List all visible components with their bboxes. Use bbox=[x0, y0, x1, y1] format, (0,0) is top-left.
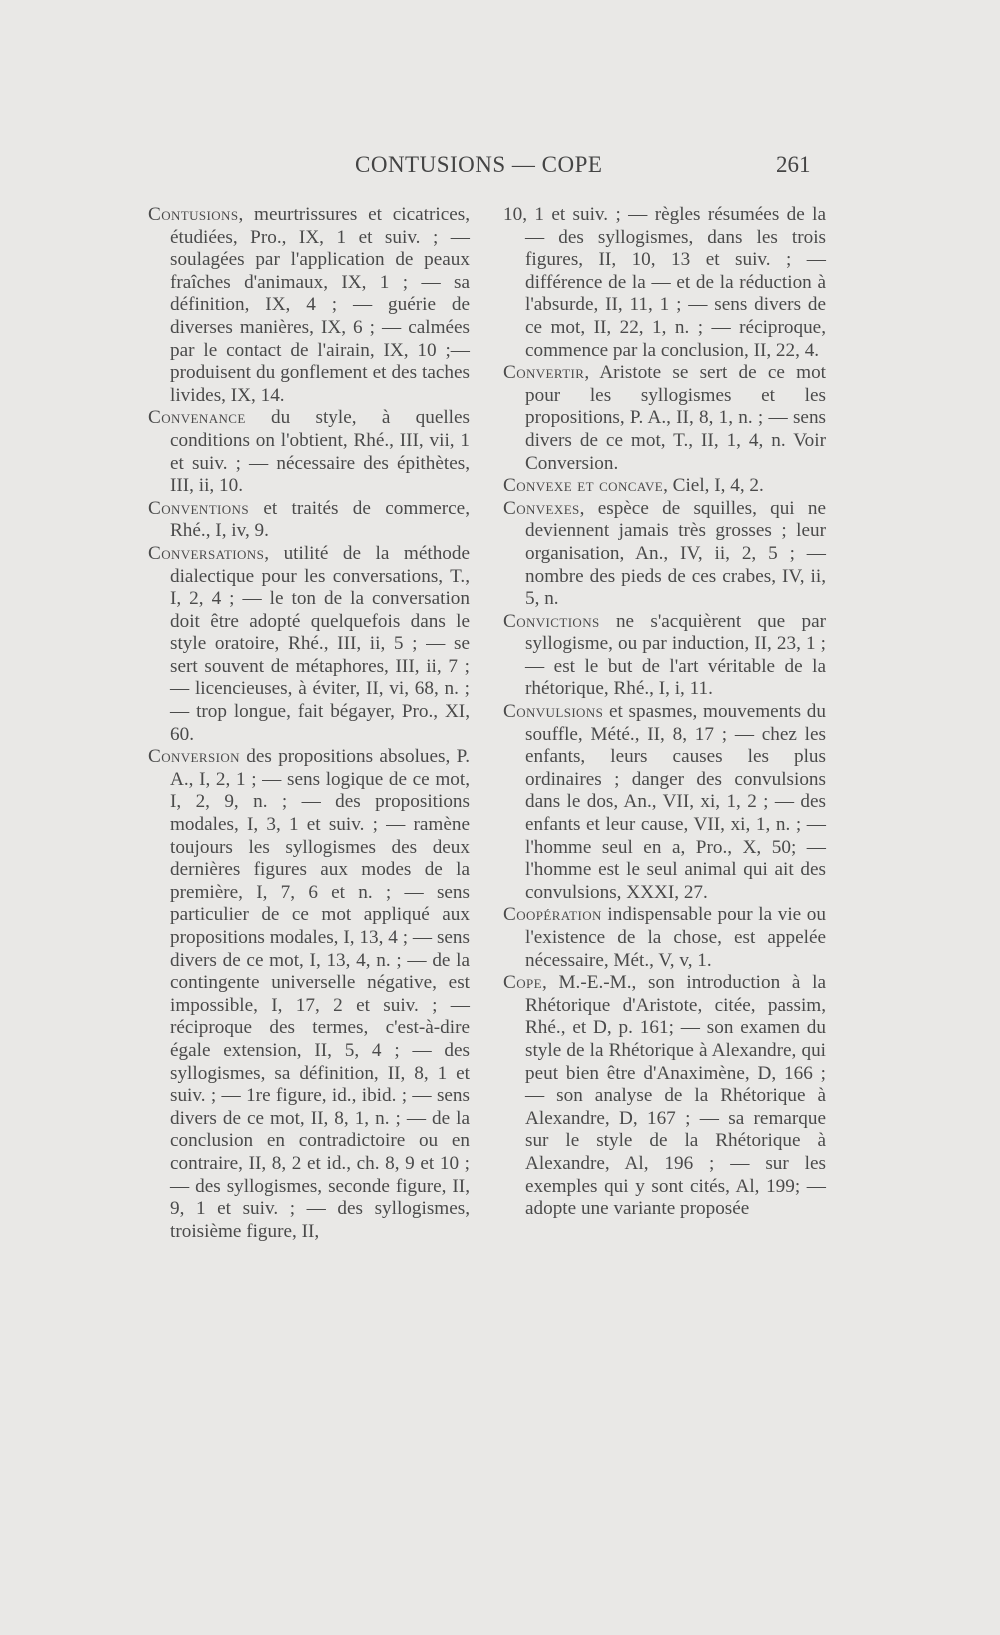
page-number: 261 bbox=[776, 152, 811, 177]
entry-text: , meurtrissures et cicatrices, étudiées, Pro., IX, 1 et suiv. ; — soulagées par l'application de peaux fraîches d'animaux, IX, 1 ; — sa définition, IX, 4 ; — guérie de diverses manières, IX, 6 ; — calmées par le contact de l'airain, IX, 10 ;— produisent du gonflement et des taches livides, IX, 14. bbox=[170, 204, 470, 406]
index-entry bbox=[503, 611, 826, 701]
index-entry bbox=[503, 475, 826, 498]
entry-term: Convictions bbox=[503, 610, 600, 632]
entry-term: Convexe et concave bbox=[503, 475, 664, 497]
entry-text: des propositions absolues, P. A., I, 2, 1 ; — sens logique de ce mot, I, 2, 9, n. ; — des propositions modales, I, 3, 1 et suiv. ; — ramène toujours les syllogismes des deux dernières figures aux modes de la première, I, 7, 6 et n. ; — sens particulier de ce mot appliqué aux propositions modales, I, 13, 4 ; — sens divers de ce mot, I, 13, 4, n. ; — de la contingente universelle négative, est impossible, I, 17, 2 et suiv. ; — réciproque des termes, c'est-à-dire égale extension, II, 5, 4 ; — des syllogismes, sa définition, II, 8, 1 et suiv. ; — 1re figure, id., ibid. ; — sens divers de ce mot, II, 8, 1, n. ; — de la conclusion en contradictoire ou en contraire, II, 8, 2 et id., ch. 8, 9 et 10 ; — des syllogismes, seconde figure, II, 9, 1 et suiv. ; — des syllogismes, troisième figure, II, bbox=[170, 746, 470, 1242]
entry-term: Conversations bbox=[148, 542, 265, 564]
entry-text: 10, 1 et suiv. ; — règles résumées de la — des syllogismes, dans les trois figures, II, 10, 13 et suiv. ; — différence de la — et de la réduction à l'absurde, II, 11, 1 ; — sens divers de ce mot, II, 22, 1, n. ; — réciproque, commence par la conclusion, II, 22, 4. bbox=[503, 204, 826, 361]
entry-term: Coopération bbox=[503, 904, 602, 926]
index-column-left bbox=[148, 204, 470, 1243]
index-entry bbox=[503, 972, 826, 1221]
entry-term: Convenance bbox=[148, 407, 246, 429]
index-entry bbox=[503, 904, 826, 972]
entry-text: et spasmes, mouvements du souffle, Mété., II, 8, 17 ; — chez les enfants, leurs causes les plus ordinaires ; danger des convulsions dans le dos, An., VII, xi, 1, 2 ; — des enfants et leur cause, VII, xi, 1, n. ; — l'homme seul en a, Pro., X, 50; — l'homme est le seul animal qui ait des convulsions, XXXI, 27. bbox=[525, 701, 826, 903]
index-column-right bbox=[503, 204, 826, 1221]
index-entry bbox=[503, 701, 826, 904]
index-entry-continued bbox=[503, 204, 826, 362]
index-entry bbox=[148, 204, 470, 407]
entry-term: Conventions bbox=[148, 497, 249, 519]
entry-term: Convexes bbox=[503, 497, 580, 519]
entry-text: , M.-E.-M., son introduction à la Rhétorique d'Aristote, citée, passim, Rhé., et D, p. 161; — son examen du style de la Rhétorique à Alexandre, qui peut bien être d'Anaximène, D, 166 ; — son analyse de la Rhétorique à Alexandre, D, 167 ; — sa remarque sur le style de la Rhétorique à Alexandre, Al, 196 ; — sur les exemples qui y sont cités, Al, 199; — adopte une variante proposée bbox=[525, 972, 826, 1220]
entry-term: Convulsions bbox=[503, 701, 604, 723]
entry-term: Contusions bbox=[148, 204, 239, 225]
index-entry bbox=[503, 498, 826, 611]
entry-text: , utilité de la méthode dialectique pour les conversations, T., I, 2, 4 ; — le ton de la conversation doit être adopté quelquefois dans le style oratoire, Rhé., III, ii, 5 ; — se sert souvent de métaphores, III, ii, 7 ; — licencieuses, à éviter, II, vi, 68, n. ; — trop longue, fait bégayer, Pro., XI, 60. bbox=[170, 542, 470, 745]
entry-text: , espèce de squilles, qui ne deviennent jamais très grosses ; leur organisation, An., IV, ii, 2, 5 ; — nombre des pieds de ces crabes, IV, ii, 5, n. bbox=[525, 497, 826, 610]
entry-text: du style, à quelles conditions on l'obtient, Rhé., III, vii, 1 et suiv. ; — nécessaire des épithètes, III, ii, 10. bbox=[170, 407, 470, 497]
entry-term: Convertir bbox=[503, 362, 585, 384]
index-entry bbox=[148, 746, 470, 1243]
running-head: CONTUSIONS — COPE bbox=[355, 152, 603, 177]
page-header bbox=[0, 152, 1000, 186]
entry-term: Cope bbox=[503, 972, 542, 994]
entry-text: ne s'acquièrent que par syllogisme, ou par induction, II, 23, 1 ; — est le but de l'art véritable de la rhétorique, Rhé., I, i, 11. bbox=[525, 610, 826, 700]
entry-text: et traités de commerce, Rhé., I, iv, 9. bbox=[170, 497, 470, 542]
index-entry bbox=[148, 498, 470, 543]
entry-text: , Aristote se sert de ce mot pour les syllogismes et les propositions, P. A., II, 8, 1, n. ; — sens divers de ce mot, T., II, 1, 4, n. Voir Conversion. bbox=[525, 362, 826, 474]
index-entry bbox=[148, 543, 470, 746]
entry-text: , Ciel, I, 4, 2. bbox=[663, 475, 764, 497]
entry-text: indispensable pour la vie ou l'existence de la chose, est appelée nécessaire, Mét., V, v, 1. bbox=[525, 904, 826, 971]
index-entry bbox=[148, 407, 470, 497]
index-entry bbox=[503, 362, 826, 475]
entry-term: Conversion bbox=[148, 746, 240, 768]
